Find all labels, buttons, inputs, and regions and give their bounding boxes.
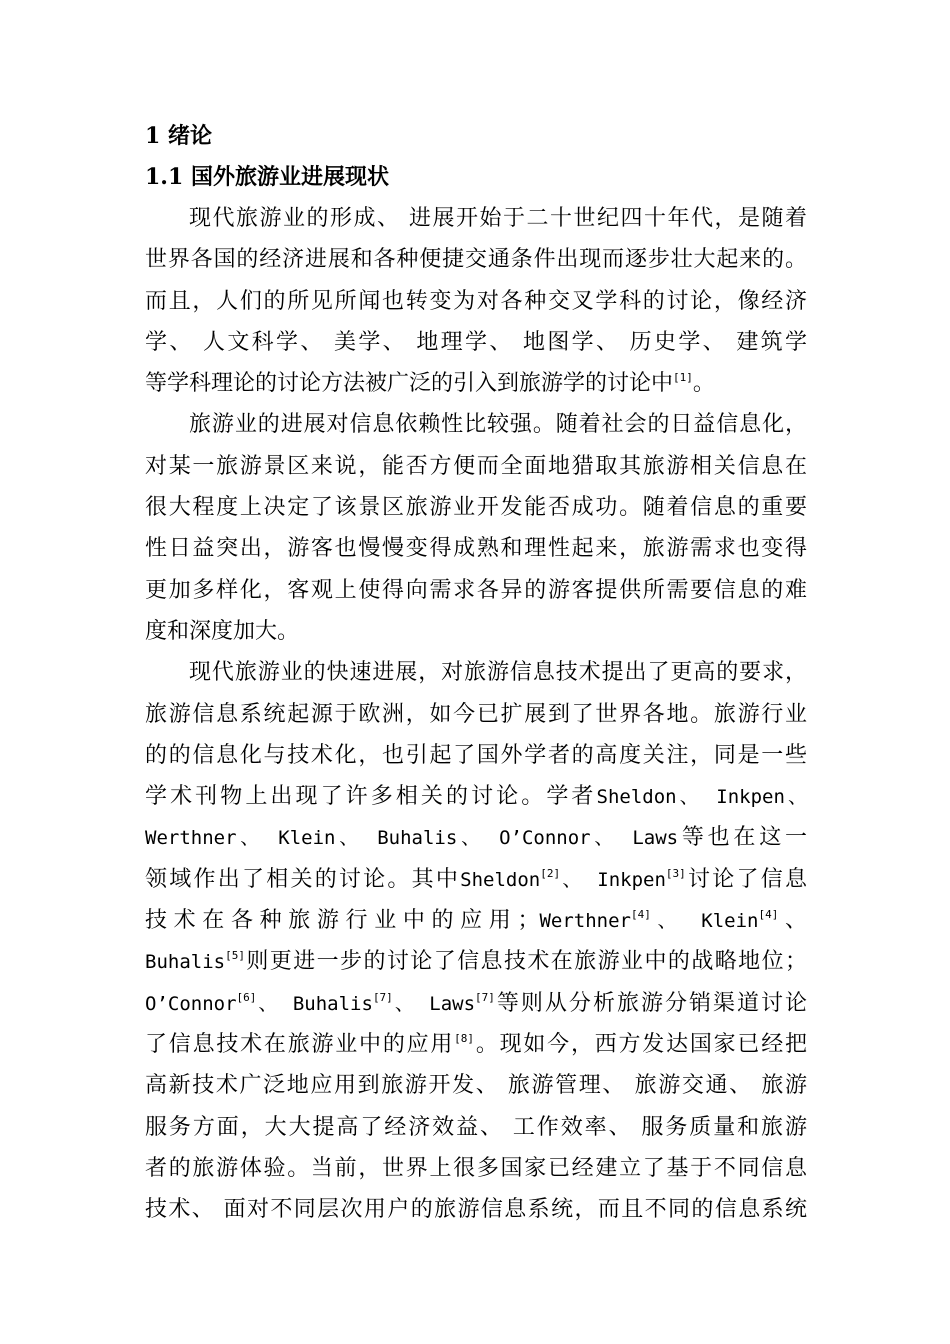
paragraph-line: 很大程度上决定了该景区旅游业开发能否成功。随着信息的重要	[145, 495, 807, 521]
paragraph-line-text: 等学科理论的讨论方法被广泛的引入到旅游学的讨论中	[145, 371, 674, 397]
paragraph-line	[145, 776, 807, 817]
author-name: 、 Inkpen	[560, 868, 666, 891]
section-heading	[145, 157, 807, 198]
citation-ref: [1]	[673, 371, 693, 385]
paragraph-3	[145, 652, 807, 1230]
chapter-heading	[145, 116, 807, 157]
section-title: 国外旅游业进展现状	[190, 165, 389, 190]
paragraph-line	[145, 900, 807, 941]
author-names: Werthner、 Klein、 Buhalis、 O’Connor、 Laws	[145, 827, 679, 850]
citation-ref: [2]	[540, 866, 561, 880]
text-run: 则更进一步的讨论了信息技术在旅游业中的战略地位；	[244, 949, 807, 975]
paragraph-line	[145, 817, 807, 858]
author-name: 、 Buhalis	[256, 992, 373, 1015]
citation-ref: [6]	[236, 990, 257, 1004]
citation-ref: [4]	[758, 908, 779, 922]
text-run: 了信息技术在旅游业中的应用	[145, 1031, 455, 1057]
paragraph-line: 技术、 面对不同层次用户的旅游信息系统，而且不同的信息系统	[145, 1197, 807, 1223]
paragraph-1	[145, 198, 807, 404]
paragraph-2	[145, 404, 807, 652]
paragraph-line: 性日益突出，游客也慢慢变得成熟和理性起来，旅游需求也变得	[145, 536, 807, 562]
text-run: 讨论了信息	[685, 866, 807, 892]
author-name: Werthner	[539, 910, 631, 933]
paragraph-line: 度和深度加大。	[145, 618, 300, 644]
author-names: Sheldon、 Inkpen、	[596, 786, 807, 809]
text-run: 。现如今，西方发达国家已经把	[474, 1031, 807, 1057]
text-run: 等也在这一	[678, 825, 807, 851]
chapter-title: 绪论	[167, 124, 212, 149]
paragraph-line-end: 。	[692, 371, 715, 397]
text-run: 等则从分析旅游分销渠道讨论	[494, 990, 807, 1016]
section-number: 1.1	[145, 164, 184, 190]
paragraph-line: 者的旅游体验。当前，世界上很多国家已经建立了基于不同信息	[145, 1155, 807, 1181]
author-name: O’Connor	[145, 992, 237, 1015]
paragraph-line: 高新技术广泛地应用到旅游开发、 旅游管理、 旅游交通、 旅游	[145, 1073, 807, 1099]
paragraph-line: 而且，人们的所见所闻也转变为对各种交叉学科的讨论，像经济	[145, 288, 807, 314]
author-name: Sheldon	[460, 868, 541, 891]
author-name: 、 Klein	[650, 910, 759, 933]
paragraph-line: 世界各国的经济进展和各种便捷交通条件出现而逐步壮大起来的。	[145, 247, 807, 273]
paragraph-line: 服务方面，大大提高了经济效益、 工作效率、 服务质量和旅游	[145, 1114, 807, 1140]
author-name: 、 Laws	[392, 992, 476, 1015]
paragraph-line: 旅游信息系统起源于欧洲，如今已扩展到了世界各地。旅游行业	[145, 701, 807, 727]
chapter-number: 1	[145, 123, 161, 149]
text-run: 学术刊物上出现了许多相关的讨论。学者	[145, 784, 597, 810]
citation-ref: [5]	[225, 949, 245, 963]
text-run: 技术在各种旅游行业中的应用；	[145, 908, 540, 934]
paragraph-line	[145, 1024, 807, 1065]
citation-ref: [4]	[630, 908, 651, 922]
citation-ref: [7]	[475, 990, 495, 1004]
paragraph-line: 更加多样化，客观上使得向需求各异的游客提供所需要信息的难	[145, 577, 807, 603]
citation-ref: [8]	[454, 1031, 475, 1045]
paragraph-line	[145, 983, 807, 1024]
paragraph-line: 现代旅游业的快速进展，对旅游信息技术提出了更高的要求，	[189, 660, 807, 686]
paragraph-line	[145, 859, 807, 900]
citation-ref: [7]	[372, 990, 393, 1004]
paragraph-line	[145, 941, 807, 982]
document-body	[145, 116, 807, 1230]
paragraph-line: 现代旅游业的形成、 进展开始于二十世纪四十年代，是随着	[189, 206, 807, 231]
author-name: Buhalis	[145, 951, 226, 974]
text-run: 领域作出了相关的讨论。其中	[145, 866, 461, 892]
citation-ref: [3]	[665, 866, 686, 880]
paragraph-line: 对某一旅游景区来说，能否方便而全面地猎取其旅游相关信息在	[145, 453, 807, 479]
paragraph-line: 的的信息化与技术化，也引起了国外学者的高度关注，同是一些	[145, 742, 807, 768]
paragraph-line	[145, 363, 807, 404]
paragraph-line: 学、 人文科学、 美学、 地理学、 地图学、 历史学、 建筑学	[145, 329, 807, 355]
paragraph-line: 旅游业的进展对信息依赖性比较强。随着社会的日益信息化，	[189, 412, 807, 438]
text-run: 、	[778, 908, 807, 934]
